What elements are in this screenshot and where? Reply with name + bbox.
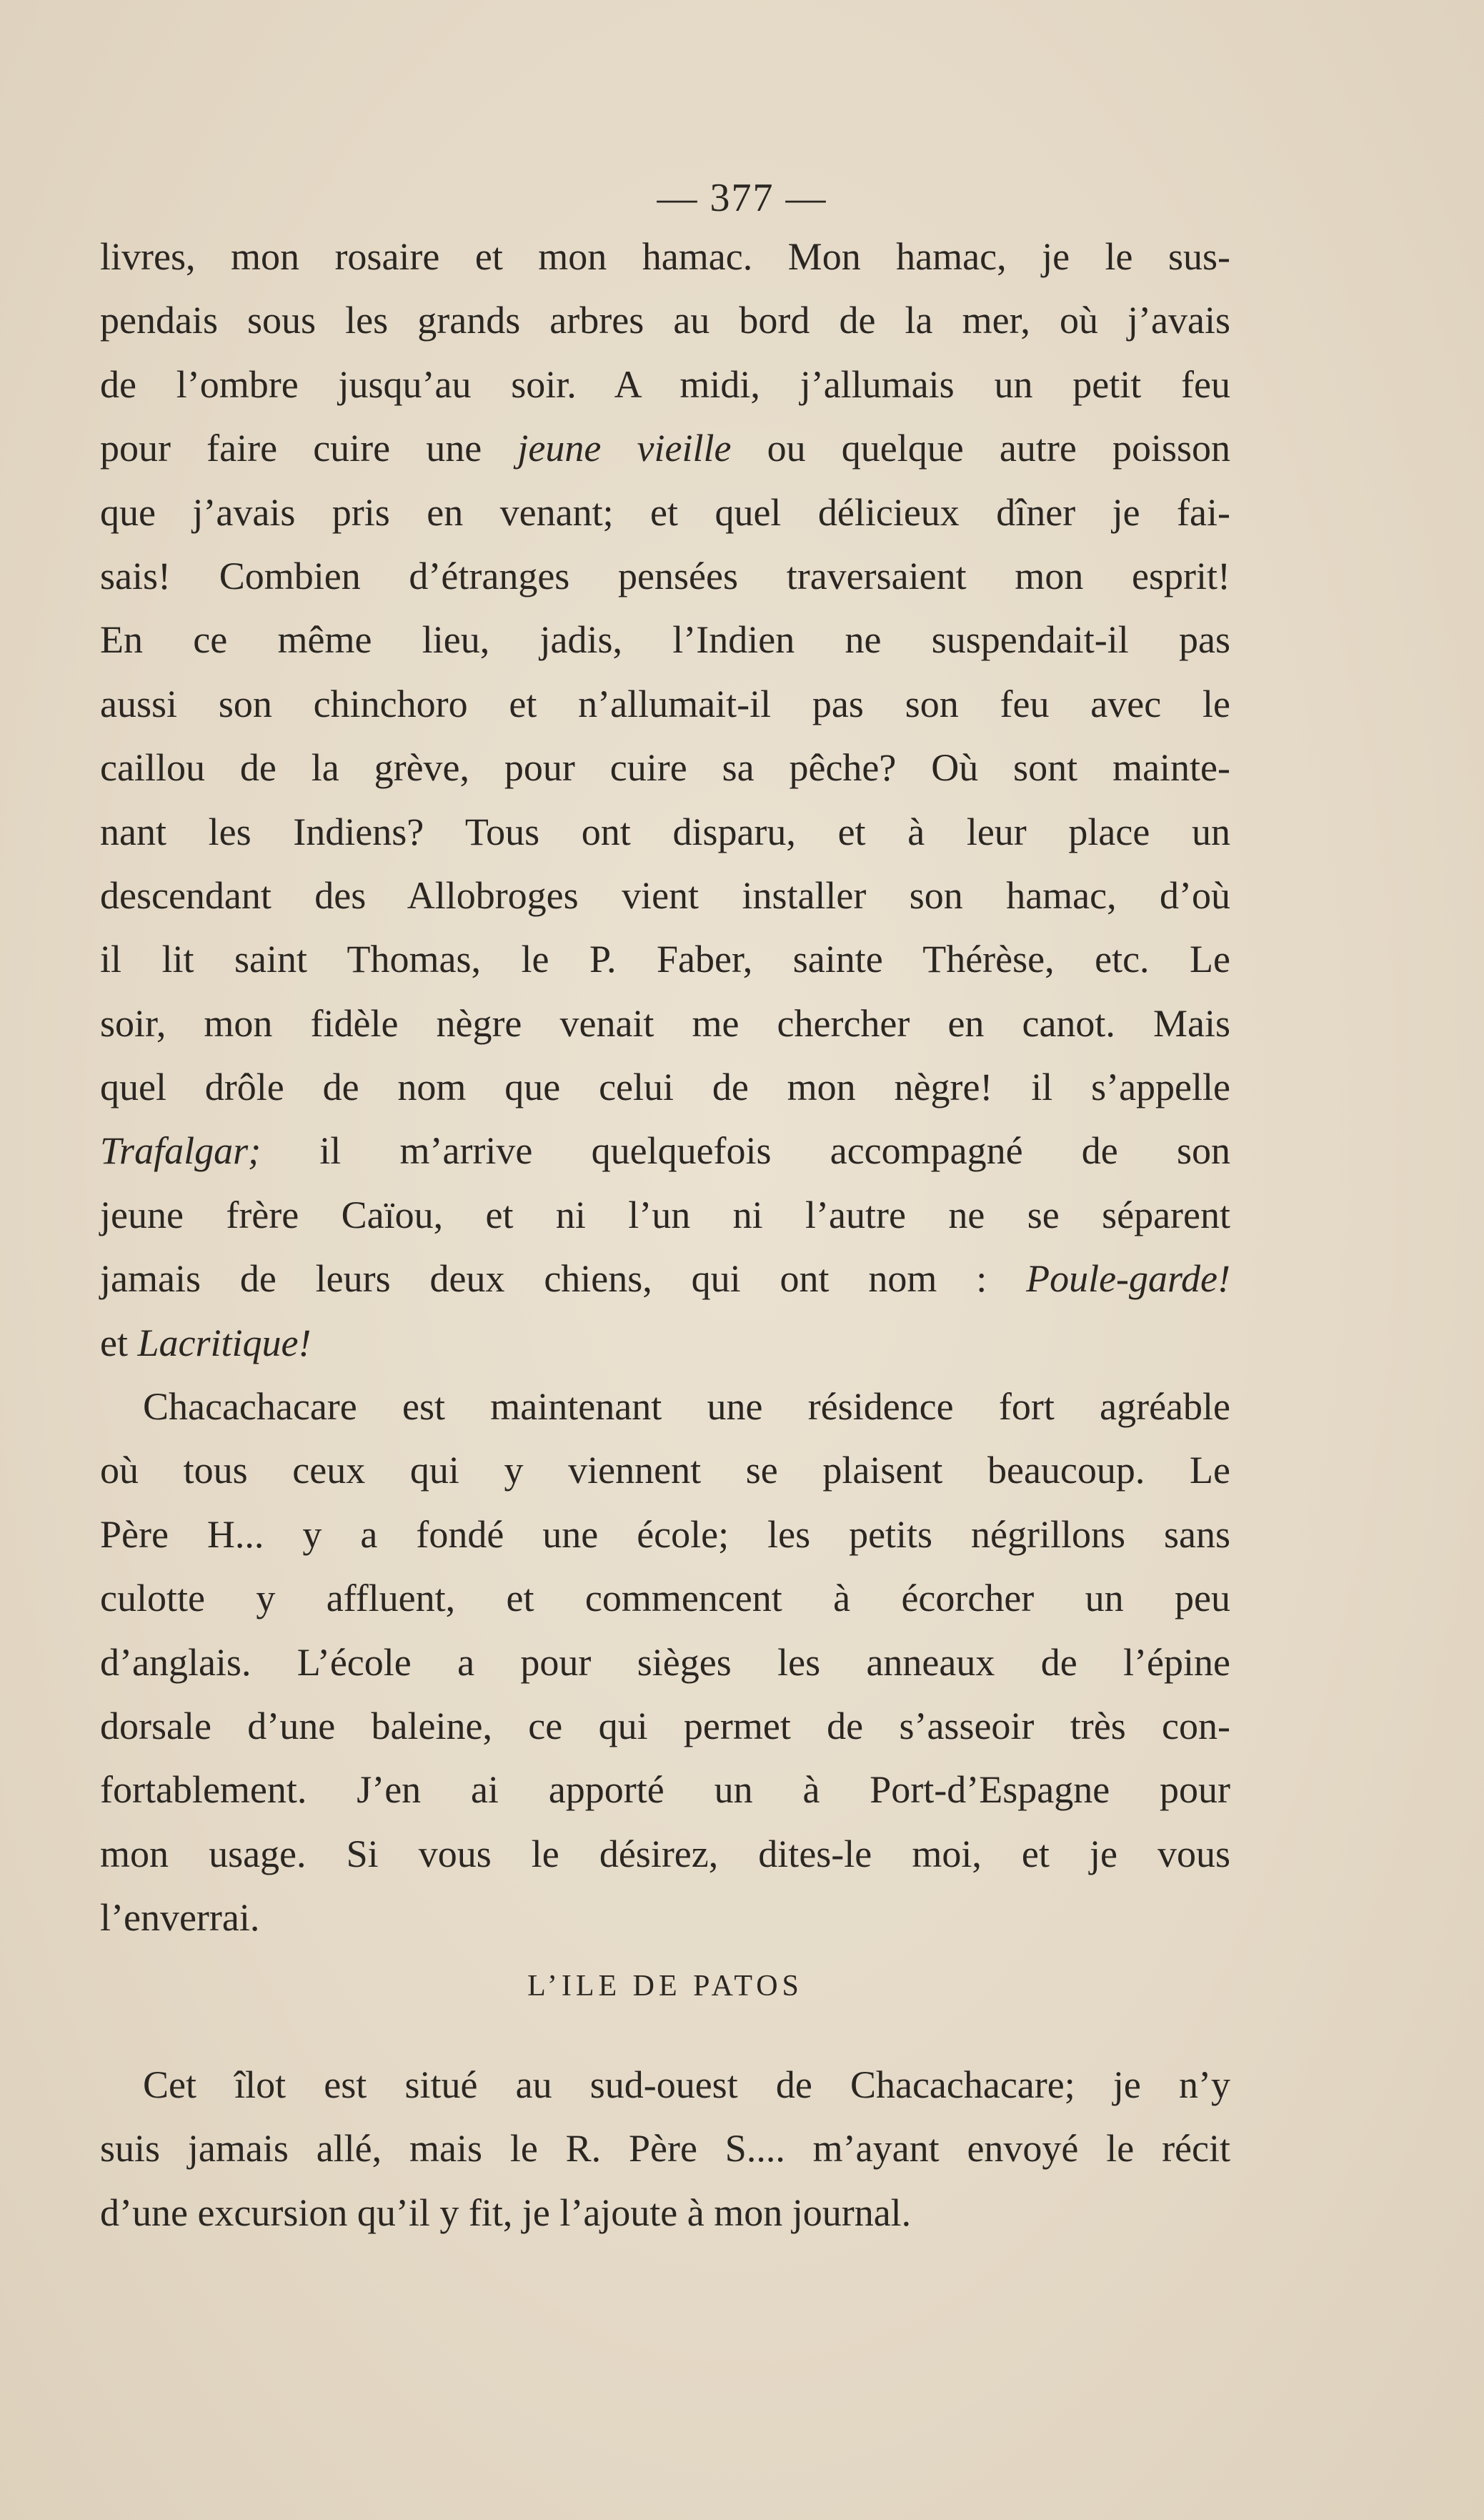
text-line: caillou de la grève, pour cuire sa pêche? Où sont mainte- bbox=[100, 746, 1230, 790]
text-line: il lit saint Thomas, le P. Faber, sainte Thérèse, etc. Le bbox=[100, 938, 1230, 981]
text-line bbox=[100, 1119, 1230, 1183]
text-line: suis jamais allé, mais le R. Père S.... m’ayant envoyé le récit bbox=[100, 2127, 1230, 2171]
text-line: fortablement. J’en ai apporté un à Port-d’Espagne pour bbox=[100, 1768, 1230, 1812]
text-line: d’une excursion qu’il y fit, je l’ajoute à mon journal. bbox=[100, 2191, 912, 2234]
text-run: et bbox=[100, 1321, 138, 1364]
text-line: jeune frère Caïou, et ni l’un ni l’autre ne se séparent bbox=[100, 1193, 1230, 1236]
text-line: livres, mon rosaire et mon hamac. Mon hamac, je le sus- bbox=[100, 235, 1230, 278]
text-run: il m’arrive quelquefois accompagné de son bbox=[261, 1129, 1230, 1173]
text-line: où tous ceux qui y viennent se plaisent beaucoup. Le bbox=[100, 1449, 1230, 1492]
text-line: Père H... y a fondé une école; les petits négrillons sans bbox=[100, 1512, 1230, 1556]
text-line: culotte y affluent, et commencent à écorcher un peu bbox=[100, 1577, 1230, 1620]
italic-term: jeune vieille bbox=[517, 427, 732, 470]
spacer bbox=[100, 2014, 1230, 2053]
text-line: de l’ombre jusqu’au soir. A midi, j’allumais un petit feu bbox=[100, 362, 1230, 406]
text-line: mon usage. Si vous le désirez, dites-le moi, et je vous bbox=[100, 1832, 1230, 1875]
text-line bbox=[100, 417, 1230, 480]
text-line: Chacachacare est maintenant une résidence fort agréable bbox=[143, 1385, 1230, 1429]
text-line: descendant des Allobroges vient installer son hamac, d’où bbox=[100, 873, 1230, 917]
text-run: pour faire cuire une bbox=[100, 427, 518, 470]
text-line: Cet îlot est situé au sud-ouest de Chacachacare; je n’y bbox=[143, 2063, 1230, 2106]
text-line: que j’avais pris en venant; et quel délicieux dîner je fai- bbox=[100, 490, 1230, 534]
page-body bbox=[100, 225, 1230, 2245]
section-heading: L’ILE DE PATOS bbox=[527, 1969, 803, 2003]
text-line bbox=[100, 1311, 1230, 1375]
text-line: nant les Indiens? Tous ont disparu, et à leur place un bbox=[100, 810, 1230, 853]
italic-name: Poule-garde! bbox=[1026, 1257, 1230, 1301]
italic-name: Lacritique! bbox=[137, 1321, 312, 1364]
text-run: jamais de leurs deux chiens, qui ont nom : bbox=[100, 1257, 1027, 1301]
page-number: — 377 — bbox=[657, 176, 827, 220]
text-line: soir, mon fidèle nègre venait me chercher en canot. Mais bbox=[100, 1001, 1230, 1045]
text-line: aussi son chinchoro et n’allumait-il pas son feu avec le bbox=[100, 682, 1230, 725]
text-line: d’anglais. L’école a pour sièges les anneaux de l’épine bbox=[100, 1640, 1230, 1684]
text-line: dorsale d’une baleine, ce qui permet de s’asseoir très con- bbox=[100, 1704, 1230, 1747]
italic-name: Trafalgar; bbox=[100, 1129, 262, 1173]
text-run: ou quelque autre poisson bbox=[731, 427, 1230, 470]
text-line: sais! Combien d’étranges pensées traversaient mon esprit! bbox=[100, 554, 1230, 597]
text-line: En ce même lieu, jadis, l’Indien ne suspendait-il pas bbox=[100, 618, 1230, 662]
text-line: l’enverrai. bbox=[100, 1896, 260, 1940]
text-line bbox=[100, 1247, 1230, 1311]
text-line: pendais sous les grands arbres au bord de la mer, où j’avais bbox=[100, 299, 1230, 342]
text-line: quel drôle de nom que celui de mon nègre! il s’appelle bbox=[100, 1066, 1230, 1109]
